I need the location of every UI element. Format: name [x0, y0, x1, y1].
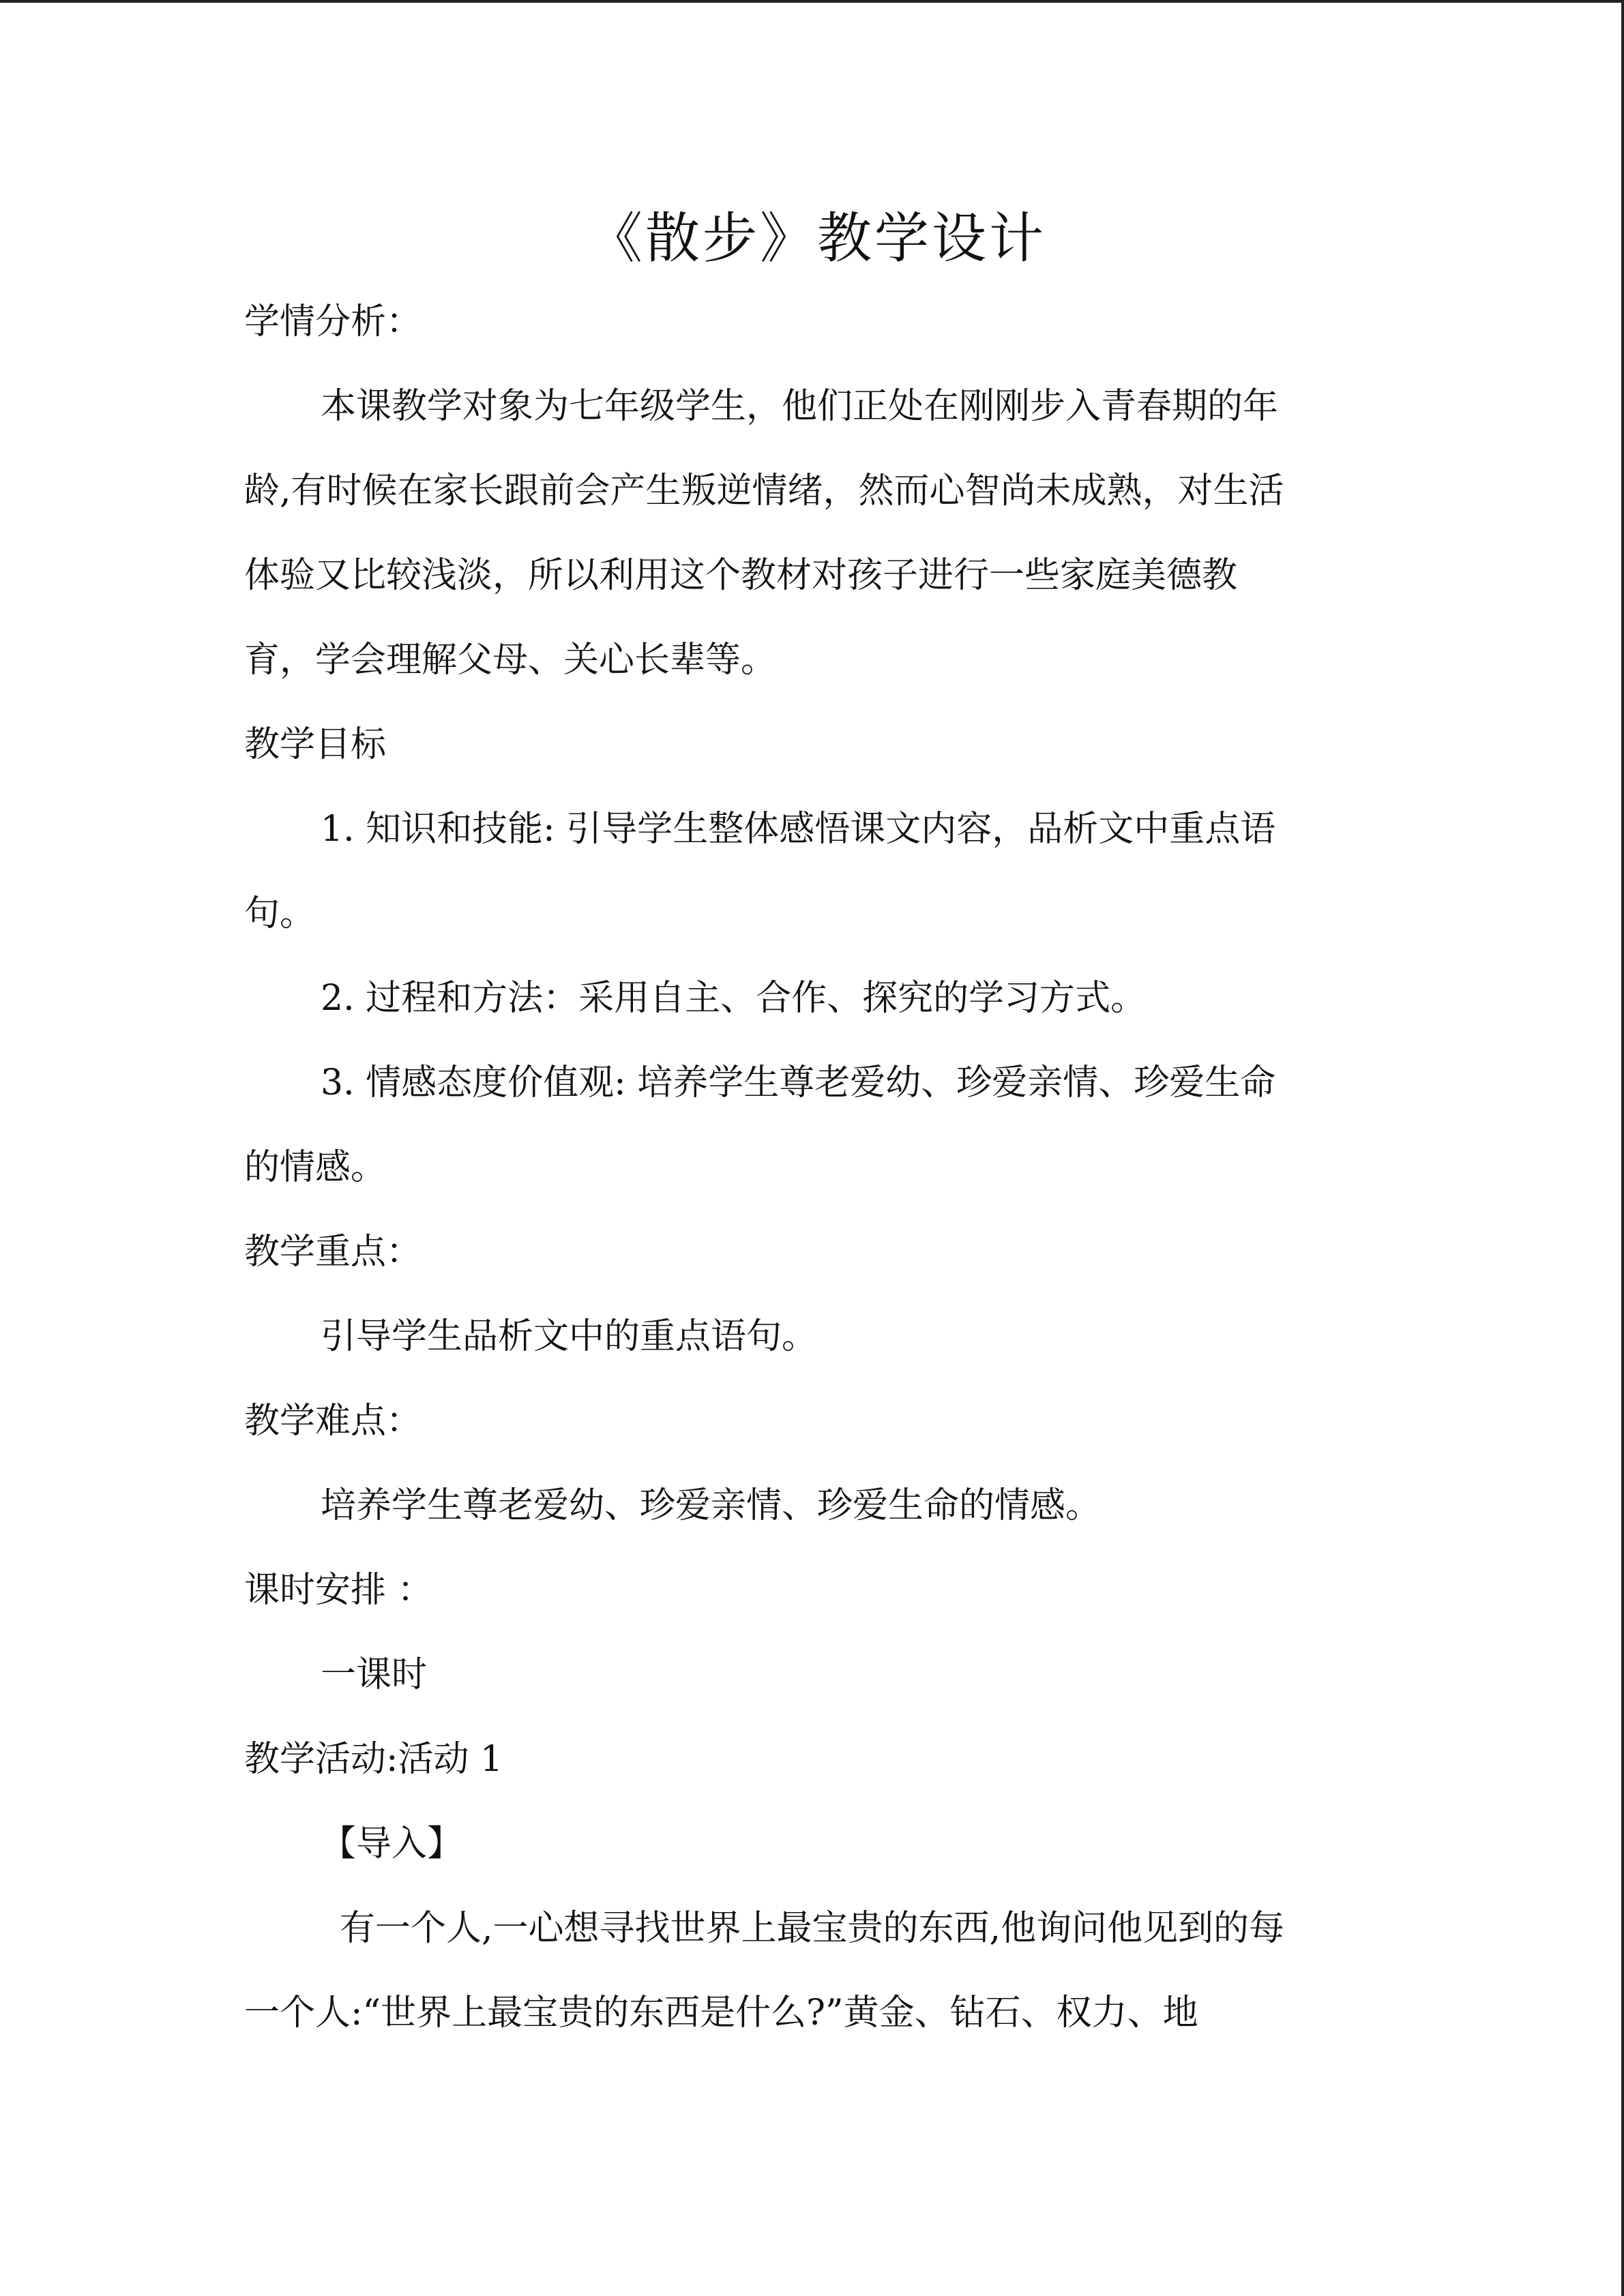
paragraph-line: 有一个人,一心想寻找世界上最宝贵的东西,他询问他见到的每 [340, 1908, 1285, 1949]
objective-item-continued: 句。 [244, 893, 316, 934]
section-heading-analysis: 学情分析： [244, 301, 422, 342]
paragraph-line: 体验又比较浅淡，所以利用这个教材对孩子进行一些家庭美德教 [244, 555, 1238, 596]
objective-item: 1. 知识和技能: 引导学生整体感悟课文内容，品析文中重点语 [321, 809, 1276, 850]
document-page [244, 198, 1390, 2055]
paragraph-line: 一课时 [321, 1654, 428, 1695]
paragraph-line: 一个人:“世界上最宝贵的东西是什么?”黄金、钻石、权力、地 [244, 1993, 1198, 2033]
paragraph-line: 本课教学对象为七年级学生，他们正处在刚刚步入青春期的年 [321, 386, 1279, 427]
objective-item-continued: 的情感。 [244, 1147, 387, 1188]
section-heading-objectives: 教学目标 [244, 724, 387, 765]
paragraph-line: 培养学生尊老爱幼、珍爱亲情、珍爱生命的情感。 [321, 1485, 1102, 1526]
section-heading-schedule: 课时安排 ： [244, 1570, 433, 1611]
section-heading-key-points: 教学重点： [244, 1232, 422, 1272]
document-title: 《散步》教学设计 [588, 207, 1046, 270]
subheading-intro: 【导入】 [321, 1823, 463, 1864]
top-border-rule [0, 0, 1624, 3]
paragraph-line: 龄,有时候在家长跟前会产生叛逆情绪，然而心智尚未成熟，对生活 [244, 471, 1284, 511]
right-border-rule [1621, 0, 1624, 2296]
section-heading-difficulties: 教学难点： [244, 1401, 422, 1442]
paragraph-line: 引导学生品析文中的重点语句。 [321, 1316, 818, 1357]
section-heading-activities: 教学活动:活动 1 [244, 1739, 503, 1780]
objective-item: 2. 过程和方法：采用自主、合作、探究的学习方式。 [321, 978, 1147, 1019]
paragraph-line: 育，学会理解父母、关心长辈等。 [244, 640, 777, 681]
objective-item: 3. 情感态度价值观: 培养学生尊老爱幼、珍爱亲情、珍爱生命 [321, 1062, 1276, 1103]
